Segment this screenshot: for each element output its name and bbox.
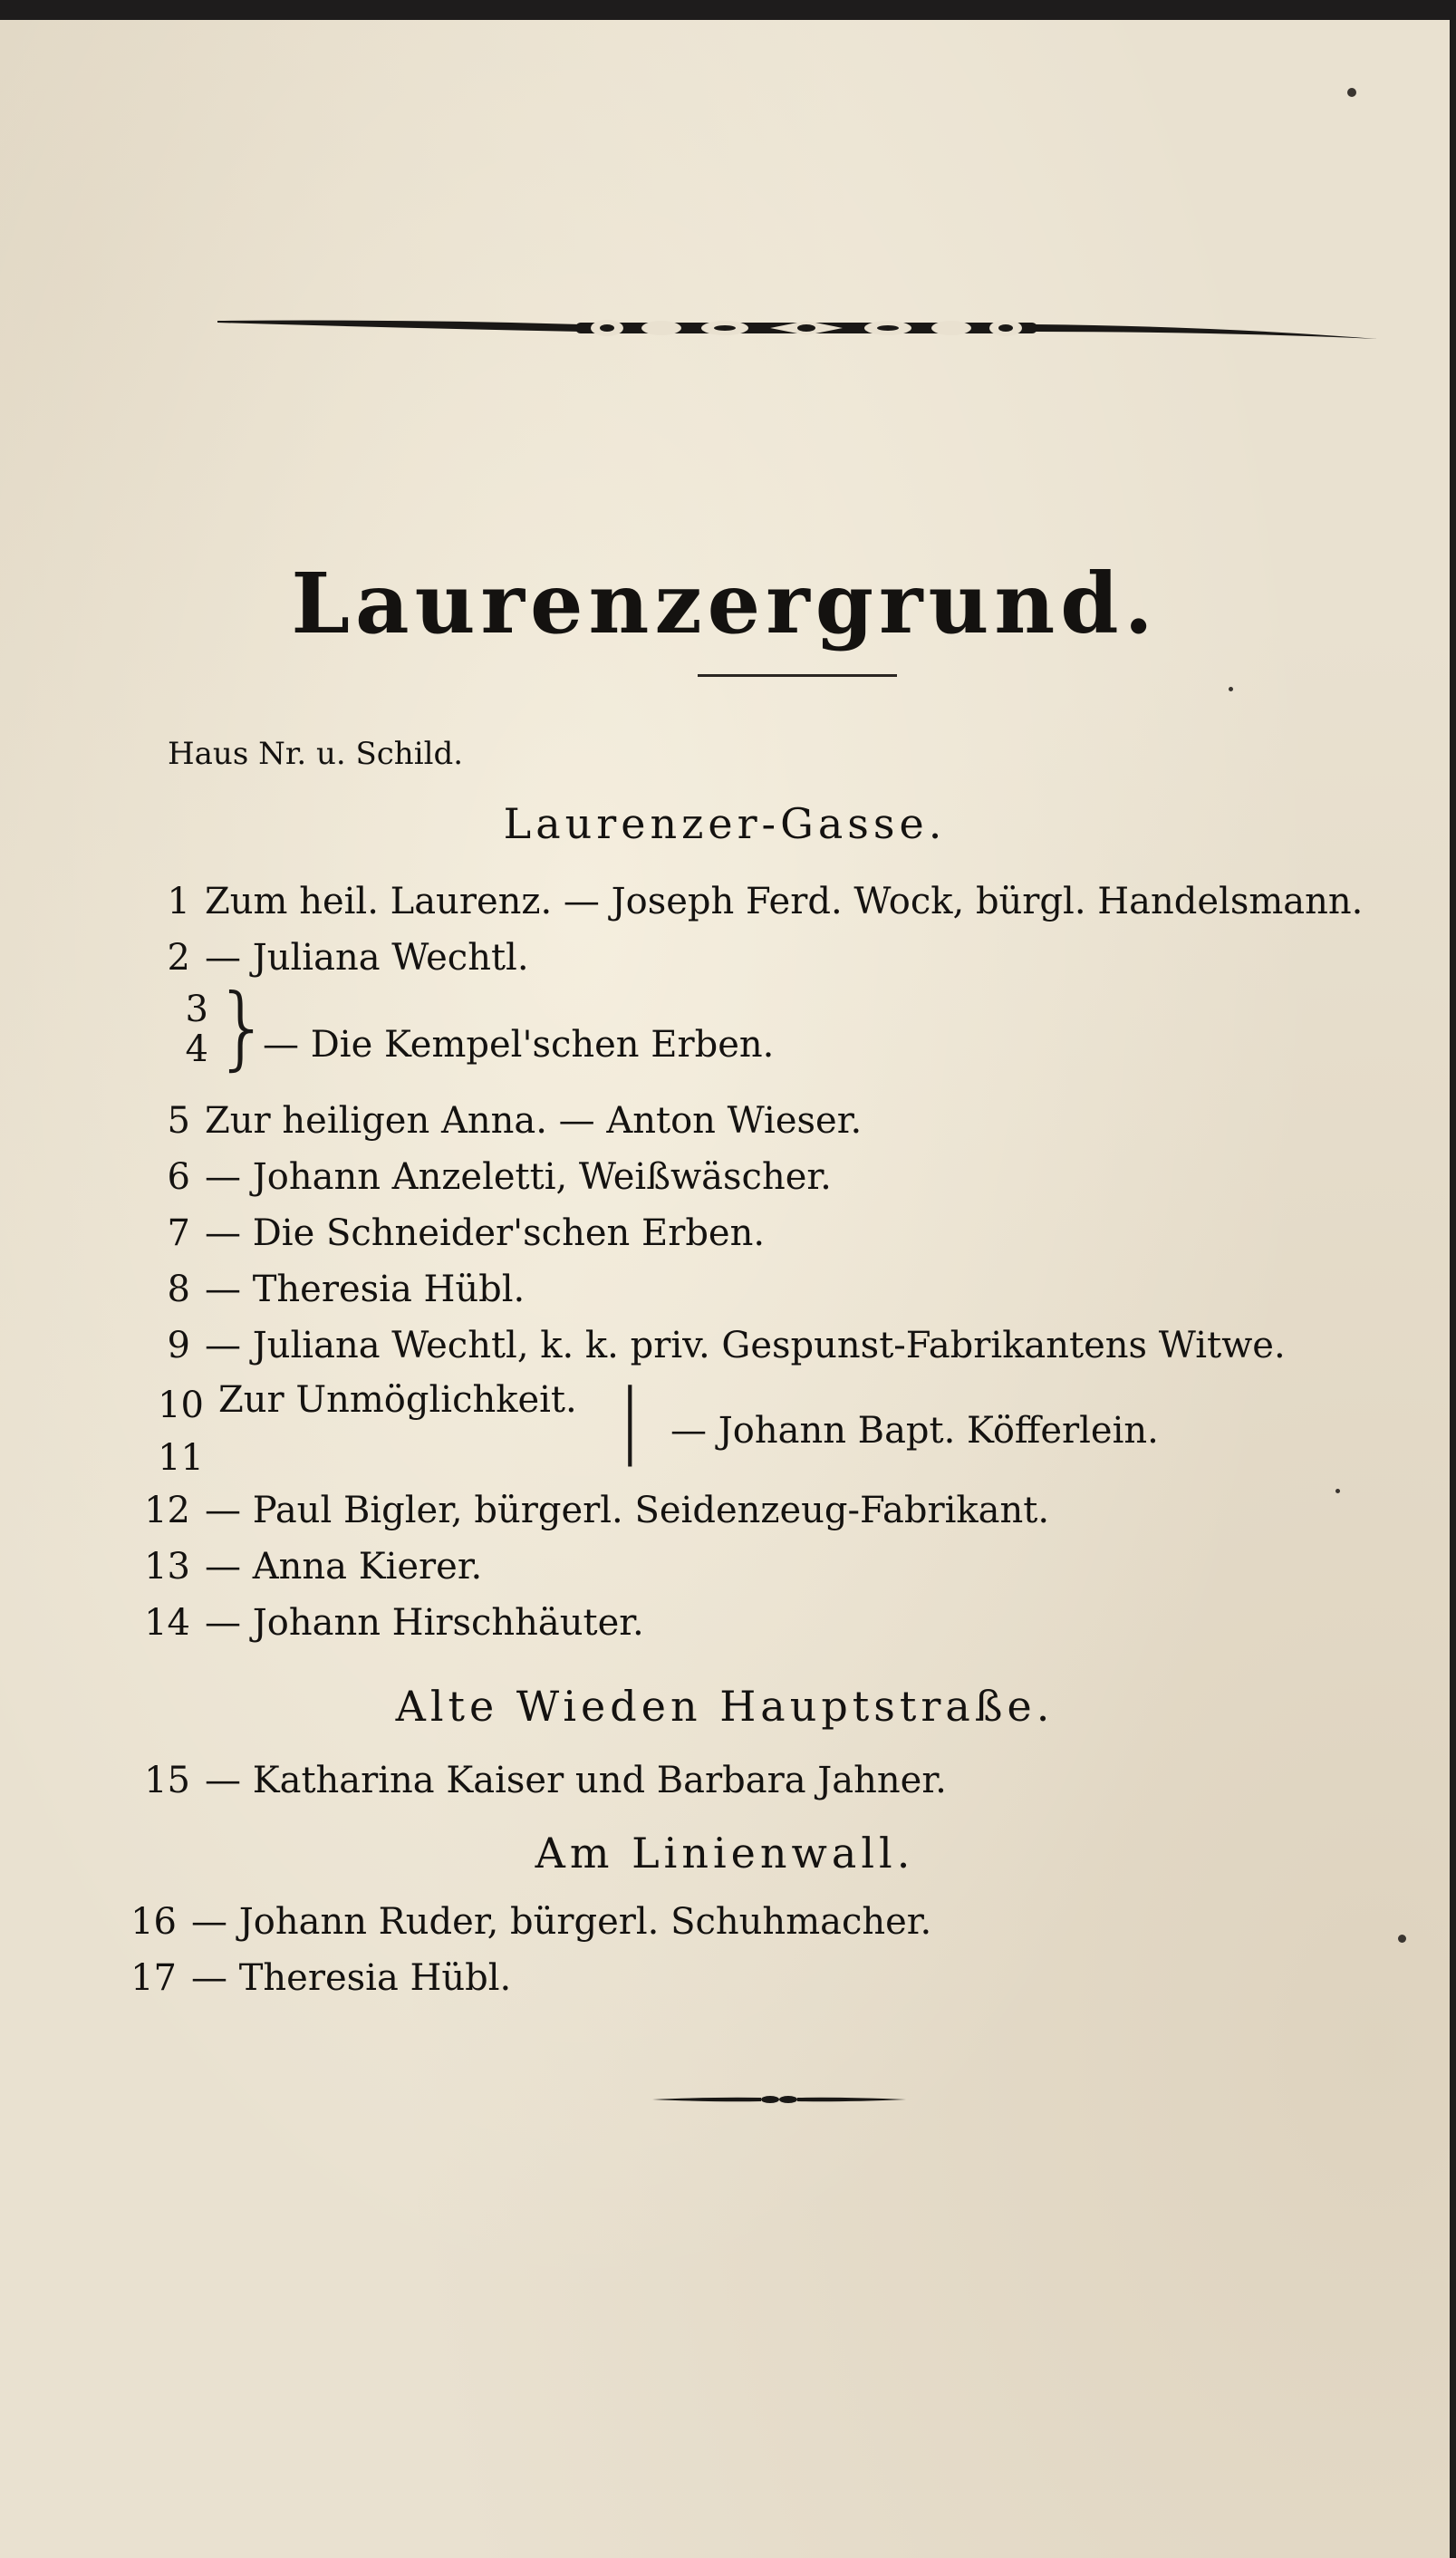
- entry-text: — Juliana Wechtl.: [205, 937, 529, 979]
- page-title: Laurenzergrund.: [291, 555, 1159, 652]
- paper-speck: [1335, 1489, 1340, 1493]
- entry-text: Zur heiligen Anna. — Anton Wieser.: [205, 1100, 863, 1142]
- entry-text: — Die Kempel'schen Erben.: [263, 1024, 775, 1066]
- brace: }: [214, 974, 272, 1080]
- house-number: 10: [158, 1385, 204, 1426]
- street-heading: Alte Wieden Hauptstraße.: [395, 1682, 1055, 1731]
- title-rule: [698, 674, 897, 677]
- entry-text: — Die Schneider'schen Erben.: [205, 1212, 766, 1254]
- list-item: [127, 1760, 947, 1801]
- list-item: [127, 1602, 644, 1644]
- house-number: 11: [158, 1437, 204, 1479]
- list-item: [263, 1024, 774, 1066]
- ornament-top: [217, 292, 1395, 364]
- house-number: 5: [167, 1100, 190, 1142]
- list-item: [113, 1901, 931, 1943]
- paper-speck: [1398, 1935, 1406, 1943]
- list-item: [127, 1490, 1049, 1531]
- book-page: [0, 20, 1450, 2558]
- list-item: [127, 1546, 482, 1588]
- entry-text: — Johann Hirschhäuter.: [205, 1602, 644, 1644]
- paper-speck: [1229, 687, 1233, 691]
- list-item: [127, 881, 1363, 922]
- house-number: 3: [185, 989, 208, 1030]
- list-item: [127, 937, 529, 979]
- entry-text: — Katharina Kaiser und Barbara Jahner.: [205, 1760, 947, 1801]
- ornament-bottom: [652, 2086, 906, 2113]
- entry-text: — Theresia Hübl.: [205, 1269, 526, 1310]
- house-number: 13: [144, 1546, 190, 1588]
- house-number-group: [154, 989, 208, 1069]
- house-number: 9: [167, 1325, 190, 1366]
- house-number: 12: [144, 1490, 190, 1531]
- list-item: [127, 1156, 832, 1198]
- list-item: [670, 1410, 1159, 1452]
- house-number: 16: [130, 1901, 177, 1943]
- paper-speck: [1347, 88, 1356, 97]
- house-number: 14: [144, 1602, 190, 1644]
- entry-text: — Anna Kierer.: [205, 1546, 483, 1588]
- house-number: 1: [167, 881, 190, 922]
- entry-text: — Johann Bapt. Köfferlein.: [670, 1410, 1159, 1452]
- entry-text: — Paul Bigler, bürgerl. Seidenzeug-Fabrikant.: [205, 1490, 1050, 1531]
- house-number: 17: [130, 1957, 177, 1999]
- entry-text: — Johann Anzeletti, Weißwäscher.: [205, 1156, 832, 1198]
- entry-text: — Johann Ruder, bürgerl. Schuhmacher.: [191, 1901, 932, 1943]
- list-item: [113, 1957, 511, 1999]
- column-header: Haus Nr. u. Schild.: [168, 736, 464, 772]
- house-number: 4: [185, 1028, 208, 1070]
- entry-text: Zum heil. Laurenz. — Joseph Ferd. Wock, bürgl. Handelsmann.: [205, 881, 1364, 922]
- street-heading: Am Linienwall.: [535, 1829, 915, 1877]
- house-number: 8: [167, 1269, 190, 1310]
- brace: |: [616, 1372, 644, 1467]
- list-item: [127, 1212, 765, 1254]
- list-item: [127, 1269, 525, 1310]
- list-item: [127, 1325, 1286, 1366]
- house-number-group: [140, 1379, 204, 1484]
- house-number: 2: [167, 937, 190, 979]
- house-number: 7: [167, 1212, 190, 1254]
- house-number: 6: [167, 1156, 190, 1198]
- house-number: 15: [144, 1760, 190, 1801]
- street-heading: Laurenzer-Gasse.: [503, 799, 947, 848]
- entry-text: — Theresia Hübl.: [191, 1957, 512, 1999]
- list-item: [127, 1100, 862, 1142]
- entry-text: — Juliana Wechtl, k. k. priv. Gespunst-Fabrikantens Witwe.: [205, 1325, 1286, 1366]
- sign-name: Zur Unmöglichkeit.: [218, 1379, 577, 1421]
